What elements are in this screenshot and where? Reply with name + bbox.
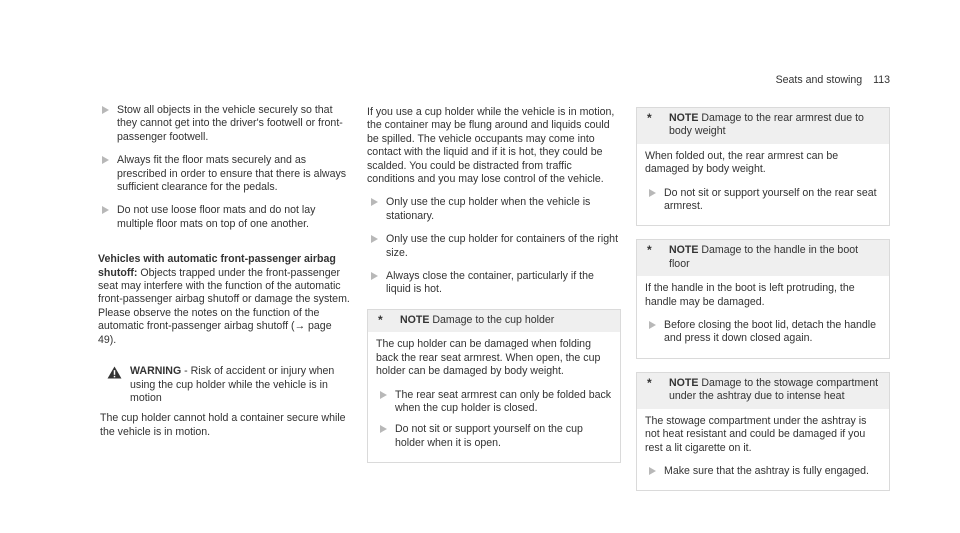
step-text: Always close the container, particularly if the liquid is hot. (386, 270, 594, 296)
instruction-step (367, 196, 621, 223)
note-header (637, 373, 889, 409)
note-symbol-icon: * (647, 111, 652, 125)
note-text: The cup holder can be damaged when folding back the rear seat armrest. When open, the cup holder can be damaged by body weight. (376, 338, 601, 378)
warning-label: WARNING (130, 365, 182, 378)
step-text: Before closing the boot lid, detach the handle and press it down closed again. (664, 319, 877, 345)
note-title: Damage to the rear armrest due to body weight (669, 112, 864, 138)
note-body (637, 276, 889, 358)
page-number: 113 (873, 74, 890, 86)
arrow-bullet-icon (102, 206, 109, 214)
note-body (637, 144, 889, 226)
section-title: Seats and stowing (775, 74, 863, 86)
note-text: If the handle in the boot is left protruding, the handle may be damaged. (645, 282, 855, 308)
airbag-text: Objects trapped under the front-passenger seat may interfere with the function of the automatic front-passenger airbag shutoff or damage the system. Please observe the notes on the function of the automatic front-passenger airbag shutoff (→ page 49). (98, 266, 350, 346)
step-text: Stow all objects in the vehicle securely so that they cannot get into the driver's footwell or front-passenger footwell. (117, 104, 343, 143)
warning-block (98, 365, 350, 439)
note-header (368, 310, 620, 332)
instruction-step (645, 187, 881, 214)
warning-header (98, 365, 350, 405)
step-text: Only use the cup holder when the vehicle is stationary. (386, 196, 591, 222)
instruction-step (645, 319, 881, 346)
step-text: Do not sit or support yourself on the rear seat armrest. (664, 186, 877, 213)
arrow-bullet-icon (371, 235, 378, 243)
cup-holder-intro: If you use a cup holder while the vehicle is in motion, the container may be flung around and liquids could be spilled. The vehicle occupants may come into contact with the liquid and if it is hot, they could be scalded. You could be distracted from traffic conditions and you may lose control of the vehicle. (367, 106, 615, 186)
airbag-heading: Vehicles with automatic front-passenger airbag shutoff: (98, 253, 336, 279)
arrow-bullet-icon (371, 198, 378, 206)
note-title: Damage to the stowage compartment under the ashtray due to intense heat (669, 376, 879, 403)
arrow-bullet-icon (649, 189, 656, 197)
note-box (636, 372, 890, 491)
step-text: Only use the cup holder for containers of the right size. (386, 233, 619, 259)
note-symbol-icon: * (378, 312, 383, 327)
note-symbol-icon: * (647, 243, 652, 258)
note-text: When folded out, the rear armrest can be damaged by body weight. (645, 149, 839, 176)
column-middle (367, 106, 621, 476)
step-text: Make sure that the ashtray is fully engaged. (664, 464, 869, 477)
column-right (636, 107, 890, 504)
note-title: Damage to the handle in the boot floor (669, 244, 859, 270)
column-left (98, 104, 350, 439)
step-text: Do not sit or support yourself on the cup holder when it is open. (395, 423, 583, 449)
note-body (637, 409, 889, 491)
note-label: NOTE (669, 244, 699, 257)
arrow-bullet-icon (380, 425, 387, 433)
instruction-step (367, 270, 621, 297)
note-header (637, 240, 889, 276)
instruction-step (376, 389, 612, 416)
instruction-step (98, 204, 350, 231)
note-label: NOTE (669, 112, 699, 124)
instruction-step (98, 154, 350, 194)
instruction-step (367, 233, 621, 260)
warning-body: The cup holder cannot hold a container secure while the vehicle is in motion. (100, 412, 346, 438)
step-text: The rear seat armrest can only be folded back when the cup holder is closed. (395, 388, 612, 414)
arrow-bullet-icon (649, 467, 656, 475)
instruction-step (645, 465, 881, 478)
arrow-bullet-icon (371, 272, 378, 280)
arrow-bullet-icon (649, 321, 656, 329)
page-header (776, 74, 890, 87)
step-text: Always fit the floor mats securely and as prescribed in order to ensure that there is always sufficient clearance for the pedals. (117, 154, 347, 194)
warning-title: - Risk of accident or injury when using the cup holder while the vehicle is in motion (130, 365, 335, 404)
note-title: Damage to the cup holder (429, 313, 555, 326)
note-label: NOTE (669, 376, 699, 389)
arrow-bullet-icon (380, 391, 387, 399)
note-text: The stowage compartment under the ashtray is not heat resistant and could be damaged if you rest a lit cigarette on it. (645, 414, 867, 454)
warning-triangle-icon (107, 366, 122, 379)
note-box (636, 239, 890, 358)
airbag-paragraph (98, 253, 350, 347)
note-label: NOTE (400, 313, 430, 326)
note-header (637, 108, 889, 144)
instruction-step (98, 104, 350, 144)
arrow-bullet-icon (102, 106, 109, 114)
note-box (367, 309, 621, 463)
step-text: Do not use loose floor mats and do not lay multiple floor mats on top of one another. (117, 204, 316, 230)
instruction-step (376, 423, 612, 450)
note-box (636, 107, 890, 226)
arrow-bullet-icon (102, 156, 109, 164)
note-symbol-icon: * (647, 375, 652, 390)
note-body (368, 332, 620, 462)
